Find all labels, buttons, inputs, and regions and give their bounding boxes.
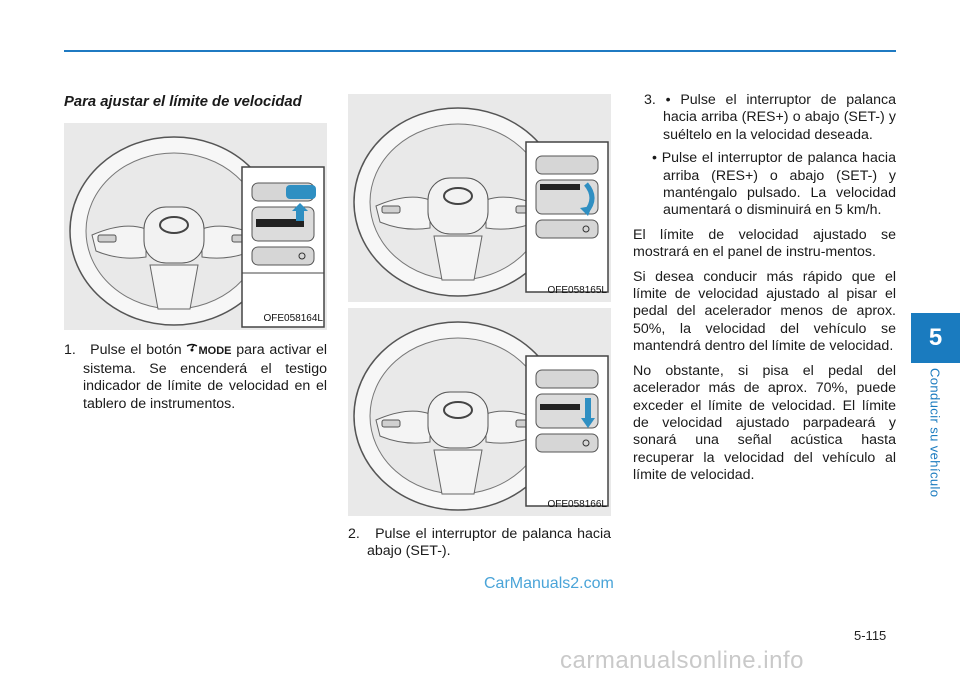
chapter-title: Conducir su vehículo: [927, 368, 943, 498]
column-right: [633, 92, 896, 485]
steering-wheel-illustration: [348, 308, 611, 516]
figure-code: OFE058165L: [547, 284, 607, 296]
step-number: 1.: [64, 342, 76, 359]
paragraph-accelerator-50: Si desea conducir más rápido que el límite de velocidad ajustado al pisar el pedal del acelerador menos de aprox. 50%, la velocidad del vehículo se mantendrá dentro del límite de velocidad.: [633, 268, 896, 355]
figure-steering-wheel-1: [64, 123, 327, 330]
step-3-bullet-1: 3. • Pulse el interruptor de palanca hacia arriba (RES+) o abajo (SET-) y suéltelo en la velocidad deseada.: [644, 92, 896, 143]
steering-wheel-illustration: [64, 123, 327, 330]
column-left: [64, 94, 327, 413]
page-number: 5-115: [854, 628, 887, 643]
step-3-bullet-2: • Pulse el interruptor de palanca hacia arriba (RES+) o abajo (SET-) y manténgalo pulsado. La velocidad aumentará o disminuirá en 5 km/h.: [652, 150, 896, 219]
figure-code: OFE058166L: [547, 498, 607, 510]
step-3-bullet-2-text: Pulse el interruptor de palanca hacia arriba (RES+) o abajo (SET-) y manténgalo pulsado. La velocidad aumentará o disminuirá en 5 km/h.: [661, 150, 896, 219]
paragraph-accelerator-70: No obstante, si pisa el pedal del acelerador más de aprox. 70%, puede exceder el límite de velocidad. El límite de velocidad ajustado parpadeará y sonará una señal acústica hasta recuperar la velocidad del vehículo al límite de velocidad.: [633, 362, 896, 484]
watermark-link[interactable]: CarManuals2.com: [484, 575, 614, 592]
step-1-text-b: para activar el sistema. Se encenderá el testigo indicador de límite de velocidad en el tablero de instrumentos.: [83, 342, 327, 412]
figure-steering-wheel-2: [348, 94, 611, 302]
step-3-bullet-1-text: Pulse el interruptor de palanca hacia arriba (RES+) o abajo (SET-) y suéltelo en la velocidad deseada.: [663, 92, 896, 143]
step-number: 3.: [644, 92, 656, 108]
figure-steering-wheel-3: [348, 308, 611, 516]
section-heading: Para ajustar el límite de velocidad: [64, 94, 302, 110]
header-rule: [64, 50, 896, 52]
footer-site-watermark: carmanualsonline.info: [560, 647, 804, 674]
mode-button-label: MODE: [198, 345, 232, 358]
step-number: 2.: [348, 526, 360, 542]
column-middle: [348, 94, 611, 561]
chapter-number-tab: 5: [911, 313, 960, 363]
figure-code: OFE058164L: [263, 313, 323, 324]
speed-limit-icon: [186, 343, 198, 355]
step-1-text-a: Pulse el botón: [90, 342, 182, 359]
step-1: [64, 342, 327, 413]
paragraph-display-note: El límite de velocidad ajustado se mostrará en el panel de instru-mentos.: [633, 226, 896, 261]
step-2: [348, 526, 611, 561]
step-2-text: Pulse el interruptor de palanca hacia abajo (SET-).: [367, 526, 611, 560]
steering-wheel-illustration: [348, 94, 611, 302]
